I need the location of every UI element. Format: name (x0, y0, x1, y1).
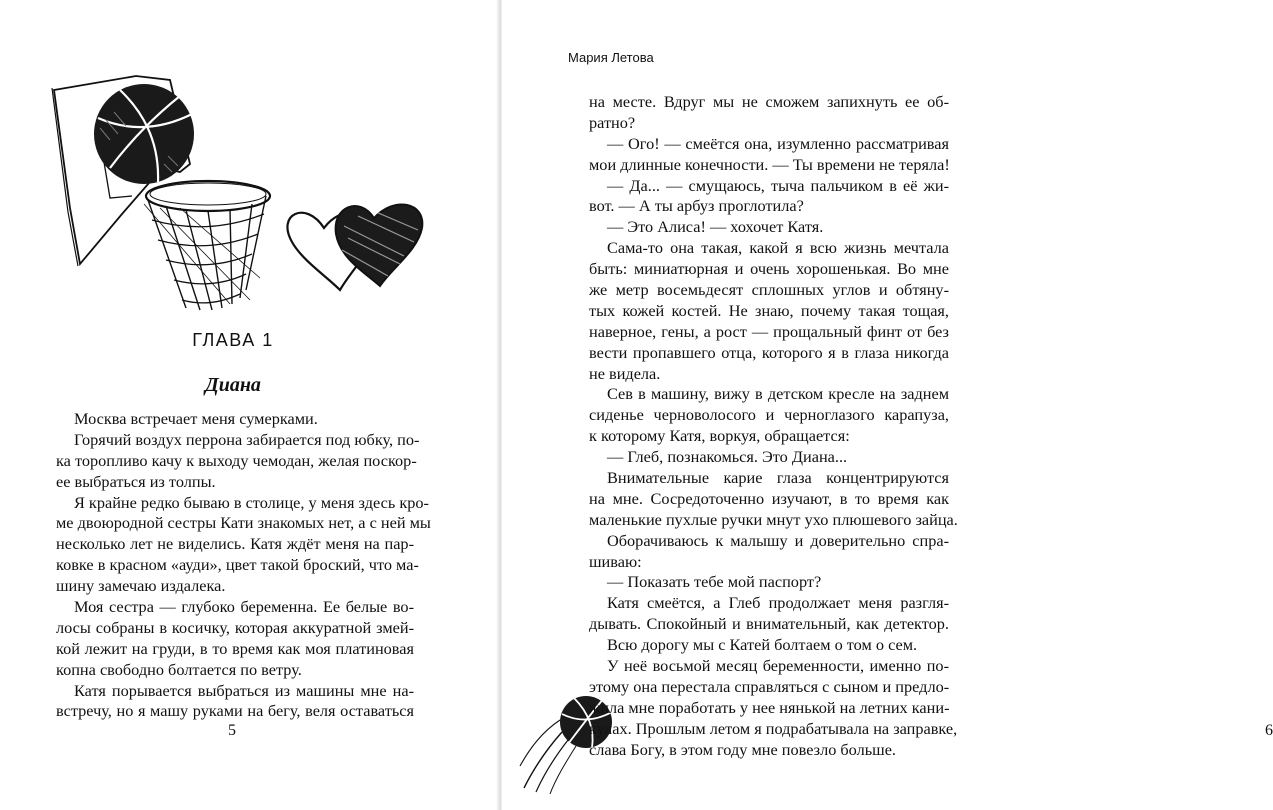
text-line: сиденье черноволосого и черноглазого карапуза, (589, 405, 949, 425)
text-line: маленькие пухлые ручки мнут ухо плюшевого зайца. (589, 509, 958, 529)
text-line: вести пропавшего отца, которого я в глаза никогда (589, 342, 949, 362)
text-line: Сама-то она такая, какой я всю жизнь мечтала (607, 238, 949, 258)
text-line: встречу, но я машу руками на бегу, веля оставаться (56, 701, 414, 721)
text-line: Моя сестра — глубоко беременна. Ее белые во- (74, 597, 414, 617)
text-line: ковке в красном «ауди», цвет такой броский, что ма- (56, 555, 419, 575)
text-line: — Да... — смущаюсь, тыча пальчиком в её жи- (607, 175, 949, 195)
text-line: к которому Катя, воркуя, обращается: (589, 426, 850, 446)
page-number-left: 5 (228, 722, 236, 739)
text-line: копна свободно болтается по ветру. (56, 659, 302, 679)
text-line: кулах. Прошлым летом я подрабатывала на заправке, (589, 718, 958, 738)
text-line: лосы собраны в косичку, которая аккуратной змей- (56, 617, 414, 637)
text-line: Катя смеётся, а Глеб продолжает меня разгля- (607, 593, 949, 613)
text-line: жила мне поработать у нее нянькой на летних кани- (589, 697, 950, 717)
text-line: Оборачиваюсь к малышу и доверительно спра- (607, 530, 949, 550)
left-page-text (56, 409, 431, 722)
text-line: быть: миниатюрная и очень хорошенькая. Во мне (589, 259, 949, 279)
text-line: кой лежит на груди, в то время как моя платиновая (56, 638, 414, 658)
chapter-title: ГЛАВА 1 (192, 330, 274, 350)
text-line: несколько лет не виделись. Катя ждёт меня на пар- (56, 534, 414, 554)
text-line: мои длинные конечности. — Ты времени не теряла! (589, 154, 950, 174)
text-line: Внимательные карие глаза концентрируются (607, 468, 949, 488)
text-line: ме двоюродной сестры Кати знакомых нет, а с ней мы (56, 513, 431, 533)
text-line: шиваю: (589, 551, 642, 571)
text-line: наверное, гены, а рост — прощальный финт от без (589, 321, 949, 341)
text-line: Сев в машину, вижу в детском кресле на заднем (607, 384, 949, 404)
text-line: — Показать тебе мой паспорт? (607, 572, 822, 592)
text-line: ратно? (589, 112, 636, 132)
text-line: на мне. Сосредоточенно изучают, в то время как (589, 488, 949, 508)
text-line: — Глеб, познакомься. Это Диана... (607, 447, 848, 467)
text-line: Катя порывается выбраться из машины мне на- (74, 680, 414, 700)
text-line: Всю дорогу мы с Катей болтаем о том о сем. (607, 635, 918, 655)
right-page-text (589, 92, 958, 761)
text-line: — Это Алиса! — хохочет Катя. (607, 217, 824, 237)
chapter-subtitle: Диана (205, 374, 261, 396)
text-line: Москва встречает меня сумерками. (74, 409, 318, 428)
two-hearts-icon (284, 198, 426, 296)
text-line: — Ого! — смеётся она, изумленно рассматривая (607, 133, 949, 153)
text-line: вот. — А ты арбуз проглотила? (589, 196, 804, 216)
text-line: ее выбраться из толпы. (56, 471, 216, 491)
text-line: этому она перестала справляться с сыном и предло- (589, 676, 950, 696)
text-line: У неё восьмой месяц беременности, именно по- (607, 656, 949, 676)
page-number-right: 6 (1265, 722, 1273, 739)
text-line: тых кожей костей. Не знаю, почему такая тощая, (589, 300, 949, 320)
text-line: ка торопливо качу к выходу чемодан, желая поскор- (56, 450, 417, 470)
text-line: Горячий воздух перрона забирается под юбку, по- (74, 429, 420, 449)
text-line: слава Богу, в этом году мне повезло больше. (589, 739, 896, 759)
text-line: не видела. (589, 363, 661, 383)
text-line: шину замечаю издалека. (56, 576, 226, 596)
running-head-author: Мария Летова (568, 50, 654, 65)
text-line: Я крайне редко бываю в столице, у меня здесь кро- (74, 492, 429, 512)
text-line: дывать. Спокойный и внимательный, как детектор. (589, 614, 949, 634)
basketball-hoop-icon (40, 68, 272, 316)
text-line: на месте. Вдруг мы не сможем запихнуть ее об- (589, 92, 949, 111)
text-line: же метр восемьдесят сплошных углов и обтяну- (589, 280, 949, 300)
